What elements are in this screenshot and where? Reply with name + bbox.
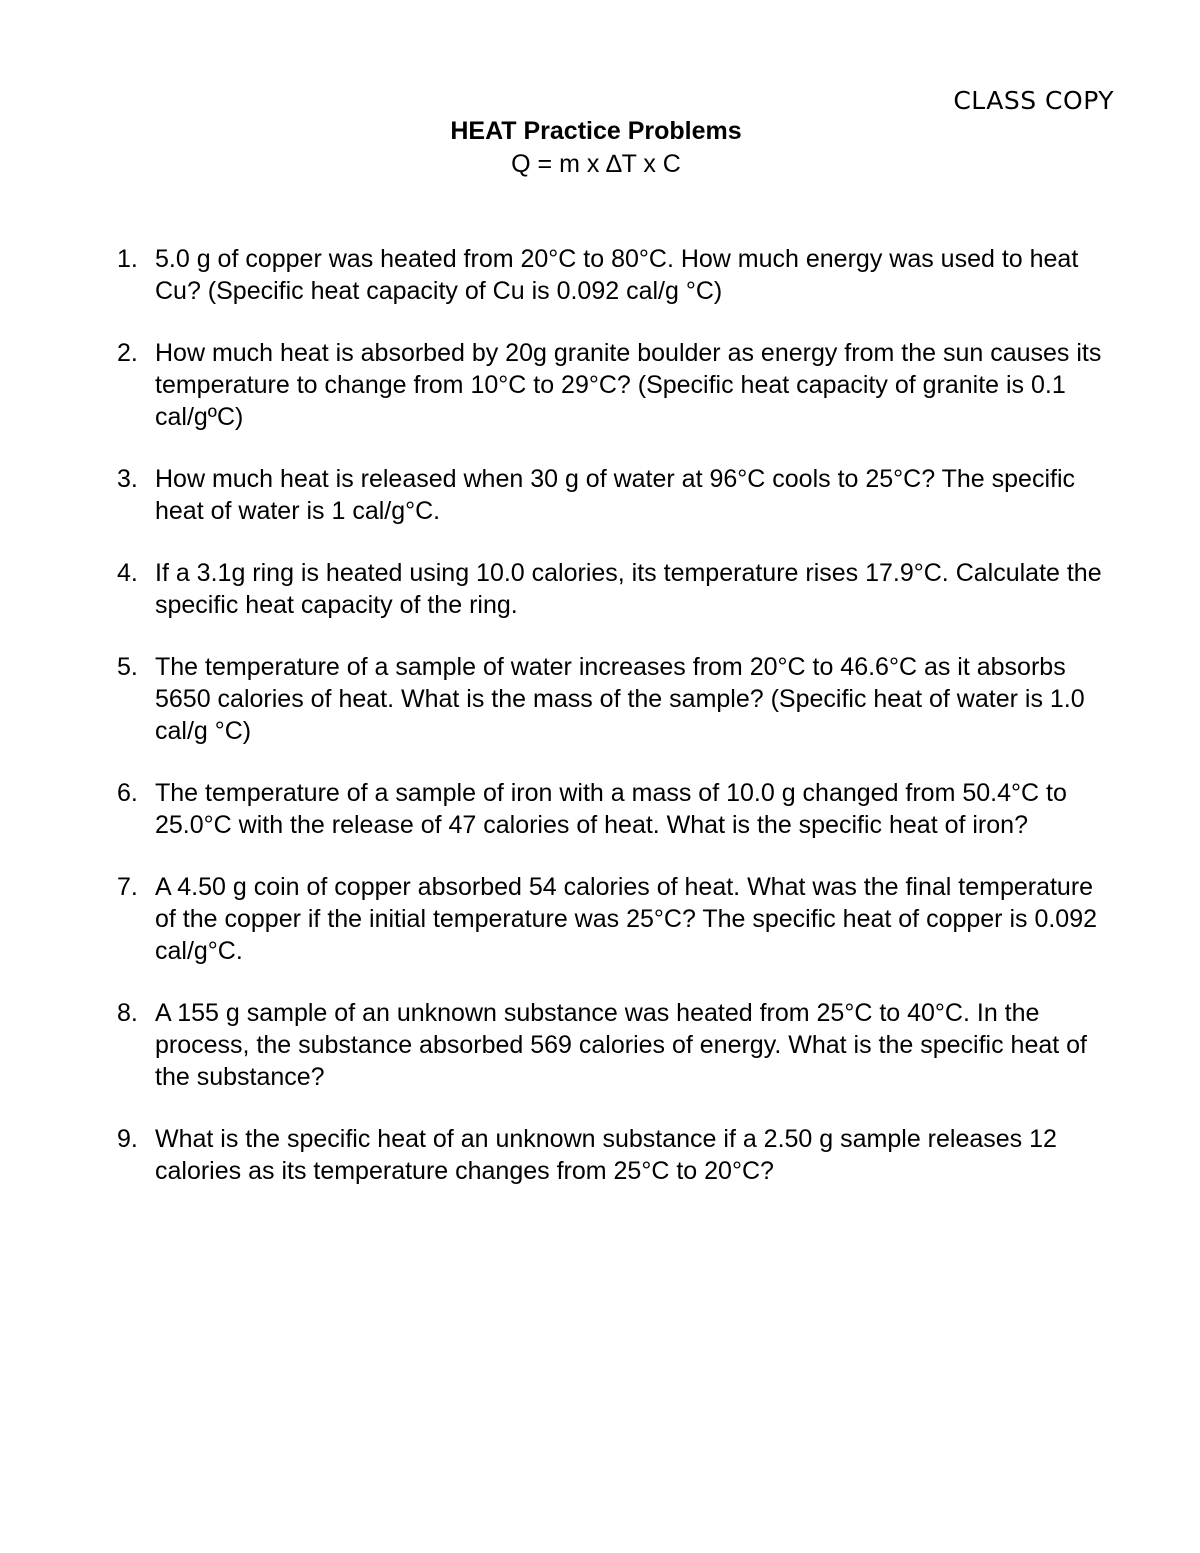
problem-text: How much heat is released when 30 g of water at 96°C cools to 25°C? The specific heat of water is 1 cal/g°C.	[155, 465, 1076, 525]
problem-text: The temperature of a sample of iron with a mass of 10.0 g changed from 50.4°C to 25.0°C with the release of 47 calories of heat. What is the specific heat of iron?	[155, 779, 1067, 839]
problem-text: If a 3.1g ring is heated using 10.0 calories, its temperature rises 17.9°C. Calculate the specific heat capacity of the ring.	[155, 559, 1102, 619]
problem-item	[117, 557, 1117, 621]
problem-number: 9.	[117, 1125, 138, 1153]
problem-item	[117, 463, 1117, 527]
problem-item	[117, 1123, 1117, 1187]
problem-number: 3.	[117, 465, 138, 493]
problem-text: The temperature of a sample of water increases from 20°C to 46.6°C as it absorbs 5650 calories of heat. What is the mass of the sample? (Specific heat of water is 1.0 cal/g °C)	[155, 653, 1085, 745]
heat-formula: Q = m x ∆T x C	[511, 150, 681, 178]
problem-item	[117, 651, 1117, 747]
problem-list	[117, 243, 1117, 1217]
problem-number: 7.	[117, 873, 138, 901]
problem-number: 1.	[117, 245, 138, 273]
problem-text: 5.0 g of copper was heated from 20°C to 80°C. How much energy was used to heat Cu? (Specific heat capacity of Cu is 0.092 cal/g °C)	[155, 245, 1079, 305]
problem-number: 8.	[117, 999, 138, 1027]
problem-number: 5.	[117, 653, 138, 681]
class-copy-label: CLASS COPY	[953, 86, 1114, 115]
problem-text: How much heat is absorbed by 20g granite boulder as energy from the sun causes its temperature to change from 10°C to 29°C? (Specific heat capacity of granite is 0.1 cal/gºC)	[155, 339, 1102, 431]
problem-item	[117, 997, 1117, 1093]
problem-number: 4.	[117, 559, 138, 587]
problem-number: 6.	[117, 779, 138, 807]
problem-text: A 4.50 g coin of copper absorbed 54 calories of heat. What was the final temperature of the copper if the initial temperature was 25°C? The specific heat of copper is 0.092 cal/g°C.	[155, 873, 1098, 965]
problem-text: A 155 g sample of an unknown substance was heated from 25°C to 40°C. In the process, the substance absorbed 569 calories of energy. What is the specific heat of the substance?	[155, 999, 1088, 1091]
problem-text: What is the specific heat of an unknown substance if a 2.50 g sample releases 12 calories as its temperature changes from 25°C to 20°C?	[155, 1125, 1057, 1185]
problem-item	[117, 243, 1117, 307]
problem-number: 2.	[117, 339, 138, 367]
problem-item	[117, 337, 1117, 433]
problem-item	[117, 777, 1117, 841]
page-title: HEAT Practice Problems	[450, 117, 742, 145]
problem-item	[117, 871, 1117, 967]
